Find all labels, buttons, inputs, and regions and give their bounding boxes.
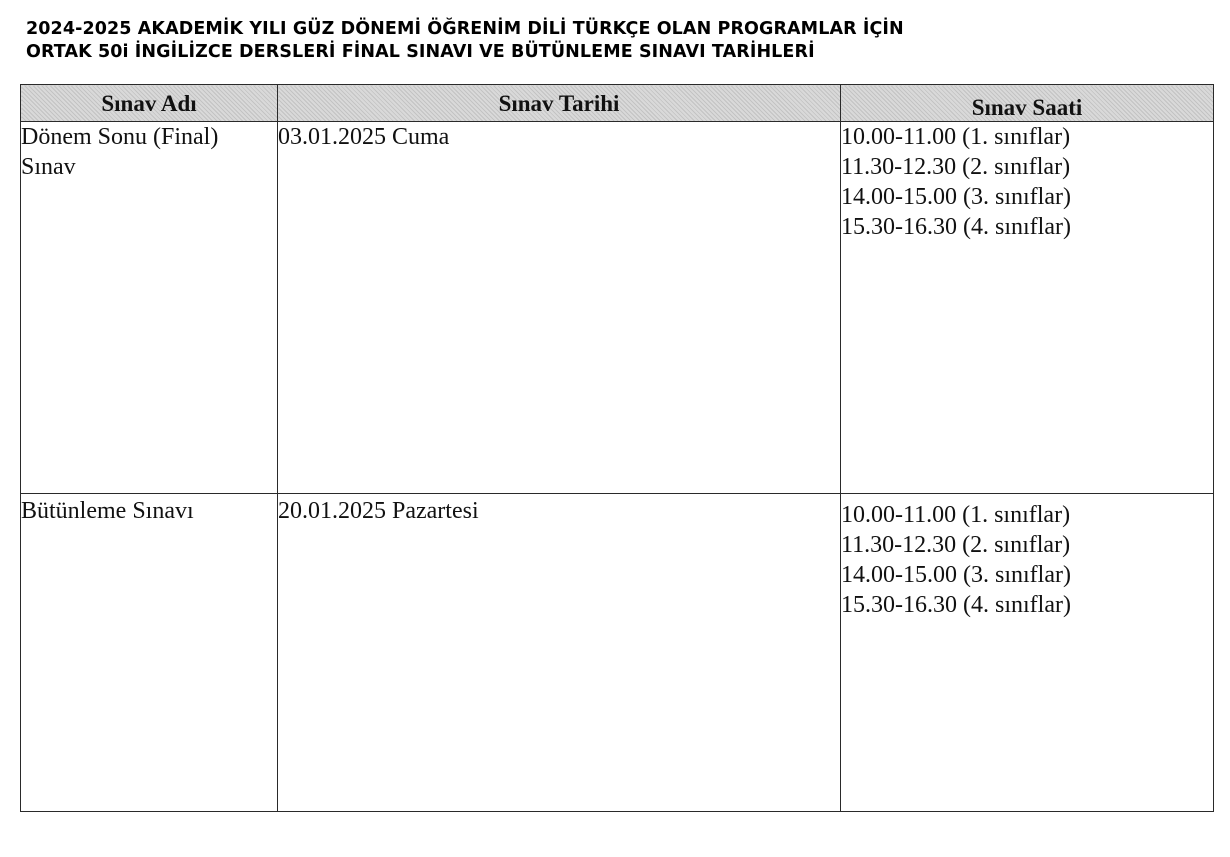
exam-date-cell xyxy=(278,494,841,812)
exam-time-slot: 15.30-16.30 (4. sınıflar) xyxy=(841,214,1071,240)
column-header-exam-date-label: Sınav Tarihi xyxy=(498,91,620,116)
exam-time-slot: 10.00-11.00 (1. sınıflar) xyxy=(841,502,1071,528)
exam-time-slot: 11.30-12.30 (2. sınıflar) xyxy=(841,532,1071,558)
exam-time-slot: 15.30-16.30 (4. sınıflar) xyxy=(841,592,1071,618)
exam-time-cell xyxy=(841,122,1214,494)
exam-date-text: 03.01.2025 Cuma xyxy=(278,124,450,150)
exam-time-slot: 10.00-11.00 (1. sınıflar) xyxy=(841,124,1071,150)
exam-time-slot: 11.30-12.30 (2. sınıflar) xyxy=(841,154,1071,180)
exam-time-cell xyxy=(841,494,1214,812)
column-header-exam-name xyxy=(21,85,278,122)
exam-schedule-table xyxy=(20,84,1214,812)
exam-time-slot: 14.00-15.00 (3. sınıflar) xyxy=(841,184,1071,210)
column-header-exam-date xyxy=(278,85,841,122)
document-title-line-2: ORTAK 50i İNGİLİZCE DERSLERİ FİNAL SINAVI VE BÜTÜNLEME SINAVI TARİHLERİ xyxy=(26,42,815,62)
table-row-makeup-exam xyxy=(21,494,1214,812)
document-title-line-1: 2024-2025 AKADEMİK YILI GÜZ DÖNEMİ ÖĞRENİM DİLİ TÜRKÇE OLAN PROGRAMLAR İÇİN xyxy=(26,19,904,39)
table-row-final-exam xyxy=(21,122,1214,494)
exam-date-text: 20.01.2025 Pazartesi xyxy=(278,498,479,524)
column-header-exam-name-label: Sınav Adı xyxy=(101,91,197,116)
table-header-row xyxy=(21,85,1214,122)
exam-name-line-1: Bütünleme Sınavı xyxy=(21,498,194,524)
exam-name-line-2: Sınav xyxy=(21,154,76,180)
exam-name-cell xyxy=(21,122,278,494)
exam-time-slot: 14.00-15.00 (3. sınıflar) xyxy=(841,562,1071,588)
document-title xyxy=(26,18,904,64)
column-header-exam-time xyxy=(841,85,1214,122)
exam-name-cell xyxy=(21,494,278,812)
exam-date-cell xyxy=(278,122,841,494)
exam-name-line-1: Dönem Sonu (Final) xyxy=(21,124,219,150)
column-header-exam-time-label: Sınav Saati xyxy=(971,95,1083,120)
